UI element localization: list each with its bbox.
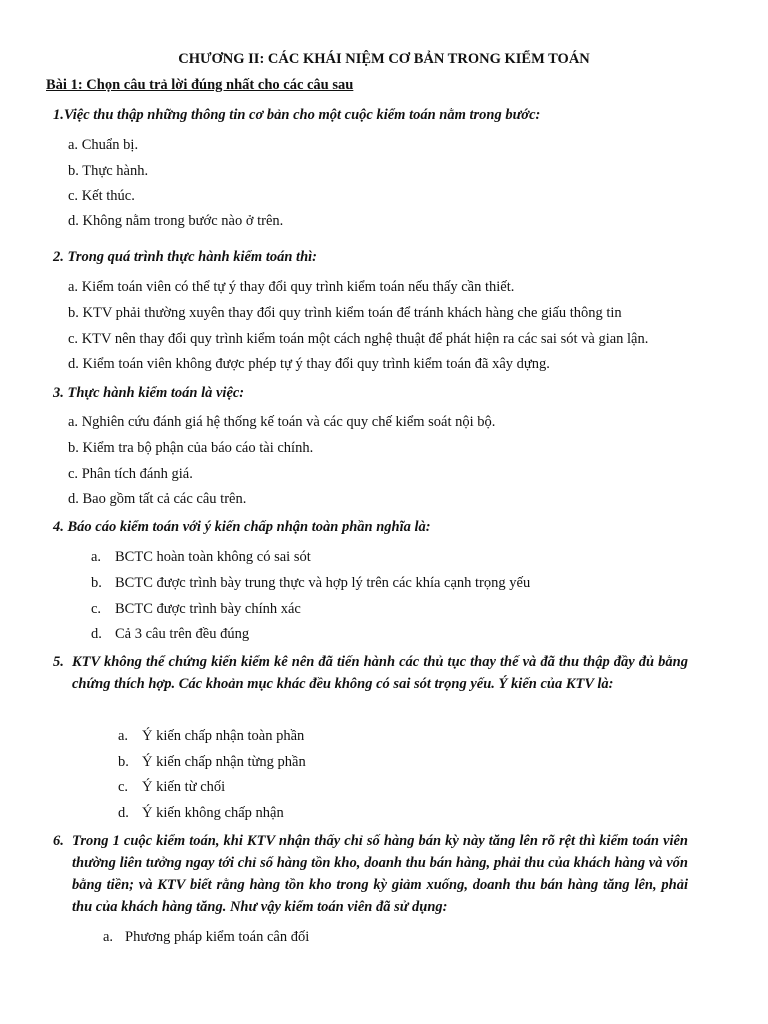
question-6: Trong 1 cuộc kiểm toán, khi KTV nhận thấy chỉ số hàng bán kỳ này tăng lên rõ rệt thì kiểm toán viên thường liên tưởng ngay tới chỉ số hàng tồn kho, doanh thu bán hàng, phải thu của khách hàng và vốn bằng tiền; và KTV biết rằng hàng tồn kho trong kỳ giảm xuống, doanh thu bán hàng tăng lên, phải thu của khách hàng tăng. Như vậy kiểm toán viên đã sử dụng: — [72, 833, 688, 915]
option-text: Chuẩn bị. — [81, 137, 139, 153]
option-label: a. — [68, 279, 79, 295]
option-label: b. — [68, 440, 79, 456]
option-text: Ý kiến chấp nhận từng phần — [142, 754, 306, 770]
question-1: 1.Việc thu thập những thông tin cơ bản cho một cuộc kiểm toán nằm trong bước: — [53, 107, 541, 123]
question-2-option-c — [68, 330, 648, 348]
option-label: c. — [91, 601, 102, 617]
option-text: Ý kiến từ chối — [142, 779, 226, 795]
option-text: Bao gồm tất cả các câu trên. — [82, 491, 247, 507]
question-4: 4. Báo cáo kiểm toán với ý kiến chấp nhận toàn phần nghĩa là: — [53, 519, 431, 535]
option-text: Ý kiến chấp nhận toàn phần — [142, 728, 305, 744]
option-label: d. — [68, 356, 79, 372]
question-3-option-a — [68, 413, 495, 431]
option-label: c. — [68, 188, 79, 204]
question-4-option-d — [91, 625, 249, 643]
option-label: a. — [68, 414, 79, 430]
option-text: Kiểm tra bộ phận của báo cáo tài chính. — [82, 440, 314, 456]
question-3: 3. Thực hành kiểm toán là việc: — [53, 385, 245, 401]
question-1-option-a — [68, 136, 138, 154]
option-label: a. — [103, 929, 114, 945]
option-label: b. — [91, 575, 102, 591]
question-4-option-b — [91, 574, 530, 592]
question-3-option-c — [68, 465, 193, 483]
question-4-option-a — [91, 548, 311, 566]
question-1-option-d — [68, 212, 283, 230]
option-text: BCTC được trình bày chính xác — [115, 601, 301, 617]
option-text: Phương pháp kiểm toán cân đối — [125, 929, 310, 945]
question-1-option-b — [68, 162, 148, 180]
question-5-option-a — [118, 727, 304, 745]
option-text: Kết thúc. — [81, 188, 135, 204]
option-text: Thực hành. — [82, 163, 149, 179]
option-text: Nghiên cứu đánh giá hệ thống kế toán và các quy chế kiểm soát nội bộ. — [81, 414, 496, 430]
question-5-option-d — [118, 804, 284, 822]
question-1-option-c — [68, 187, 135, 205]
chapter-title: CHƯƠNG II: CÁC KHÁI NIỆM CƠ BẢN TRONG KIỂM TOÁN — [178, 51, 590, 67]
option-label: d. — [68, 491, 79, 507]
option-label: a. — [68, 137, 79, 153]
option-text: KTV nên thay đổi quy trình kiểm toán một cách nghệ thuật để phát hiện ra các sai sót và gian lận. — [81, 331, 649, 347]
option-label: b. — [118, 754, 129, 770]
option-text: Phân tích đánh giá. — [81, 466, 193, 482]
option-label: c. — [68, 331, 79, 347]
exercise-heading: Bài 1: Chọn câu trả lời đúng nhất cho các câu sau — [46, 77, 354, 93]
question-3-option-b — [68, 439, 313, 457]
option-text: Kiểm toán viên không được phép tự ý thay đổi quy trình kiểm toán đã xây dựng. — [82, 356, 550, 372]
option-text: Ý kiến không chấp nhận — [142, 805, 284, 821]
option-text: BCTC hoàn toàn không có sai sót — [115, 549, 311, 565]
option-label: d. — [91, 626, 102, 642]
option-text: Không nằm trong bước nào ở trên. — [82, 213, 284, 229]
option-label: d. — [118, 805, 129, 821]
option-label: c. — [68, 466, 79, 482]
option-text: KTV phải thường xuyên thay đổi quy trình kiểm toán để tránh khách hàng che giấu thông tin — [82, 305, 622, 321]
question-5-number: 5. — [53, 654, 64, 670]
question-2-option-a — [68, 278, 514, 296]
question-5: KTV không thể chứng kiến kiểm kê nên đã tiến hành các thủ tục thay thế và đã thu thập đầy đủ bằng chứng thích hợp. Các khoản mục khác đều không có sai sót trọng yếu. Ý kiến của KTV là: — [72, 654, 688, 692]
question-6-number: 6. — [53, 833, 64, 849]
option-label: c. — [118, 779, 129, 795]
option-text: Kiểm toán viên có thể tự ý thay đổi quy trình kiểm toán nếu thấy cần thiết. — [81, 279, 515, 295]
question-5-option-b — [118, 753, 306, 771]
option-text: BCTC được trình bày trung thực và hợp lý trên các khía cạnh trọng yếu — [115, 575, 531, 591]
question-6-option-a — [103, 928, 309, 946]
option-label: d. — [68, 213, 79, 229]
question-2-option-d — [68, 355, 550, 373]
question-2: 2. Trong quá trình thực hành kiểm toán thì: — [53, 249, 317, 265]
option-label: b. — [68, 305, 79, 321]
question-5-option-c — [118, 778, 225, 796]
option-text: Cả 3 câu trên đều đúng — [115, 626, 250, 642]
option-label: a. — [91, 549, 102, 565]
option-label: a. — [118, 728, 129, 744]
question-4-option-c — [91, 600, 301, 618]
option-label: b. — [68, 163, 79, 179]
question-2-option-b — [68, 304, 622, 322]
question-3-option-d — [68, 490, 246, 508]
